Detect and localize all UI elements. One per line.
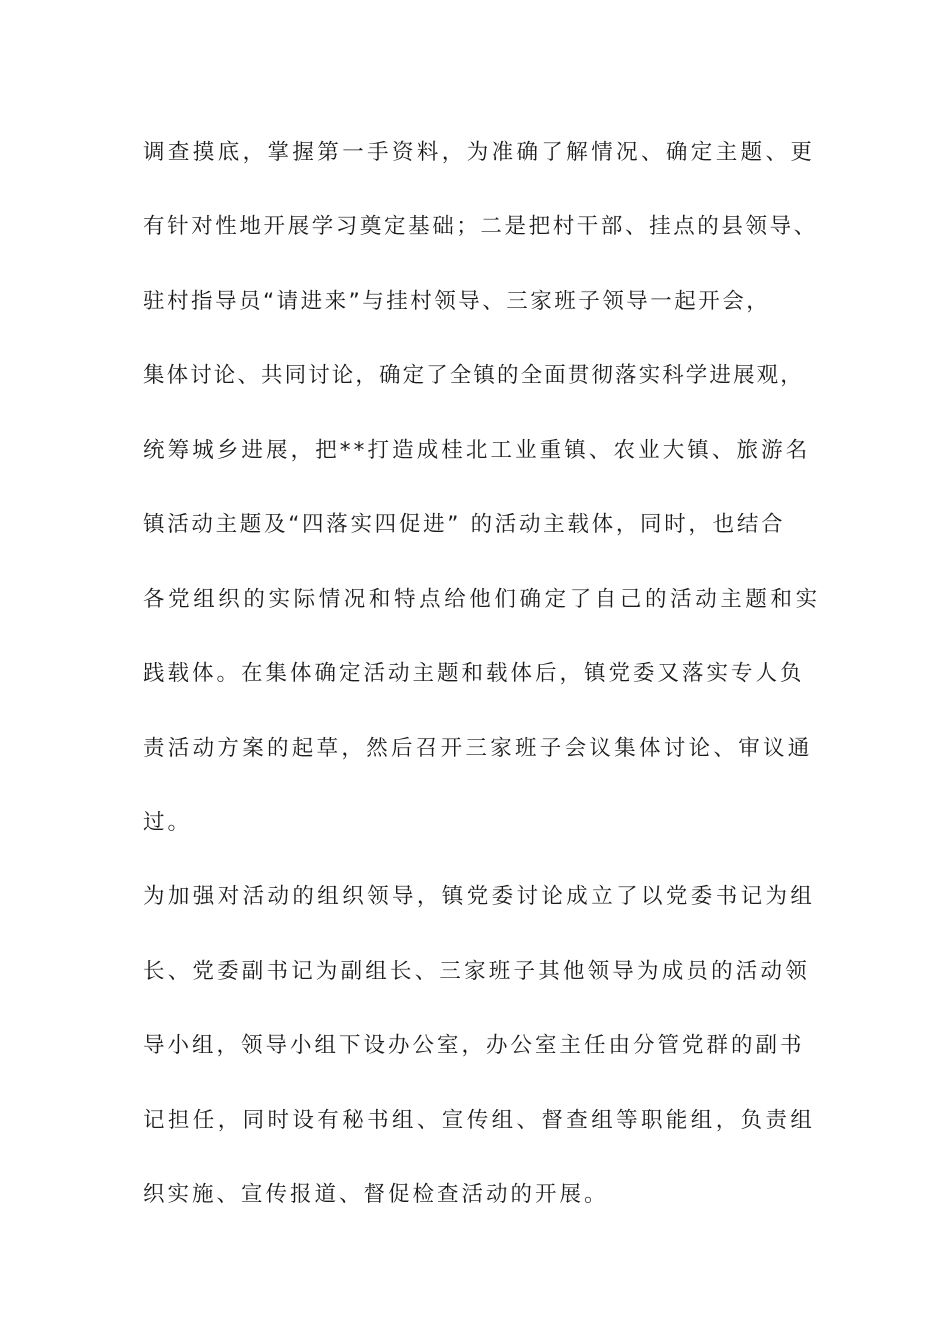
text-line: 各党组织的实际情况和特点给他们确定了自己的活动主题和实 [143, 587, 821, 612]
text-line: 驻村指导员“请进来”与挂村领导、三家班子领导一起开会， [143, 289, 771, 314]
text-line: 有针对性地开展学习奠定基础；二是把村干部、挂点的县领导、 [143, 214, 818, 239]
text-line: 统筹城乡进展，把**打造成桂北工业重镇、农业大镇、旅游名 [143, 438, 811, 463]
text-line: 责活动方案的起草，然后召开三家班子会议集体讨论、审议通 [143, 736, 813, 761]
text-line: 集体讨论、共同讨论，确定了全镇的全面贯彻落实科学进展观， [143, 363, 804, 388]
text-line: 导小组，领导小组下设办公室，办公室主任由分管党群的副书 [143, 1033, 805, 1058]
text-line: 调查摸底，掌握第一手资料，为准确了解情况、确定主题、更 [143, 140, 816, 165]
text-line: 践载体。在集体确定活动主题和载体后，镇党委又落实专人负 [143, 661, 805, 686]
text-line: 织实施、宣传报道、督促检查活动的开展。 [143, 1182, 609, 1207]
text-line: 记担任，同时设有秘书组、宣传组、督查组等职能组，负责组 [143, 1108, 816, 1133]
text-line: 镇活动主题及“四落实四促进” 的活动主载体，同时，也结合 [143, 512, 786, 537]
text-line: 过。 [143, 810, 193, 835]
text-line: 为加强对活动的组织领导，镇党委讨论成立了以党委书记为组 [143, 884, 816, 909]
text-line: 长、党委副书记为副组长、三家班子其他领导为成员的活动领 [143, 959, 810, 984]
